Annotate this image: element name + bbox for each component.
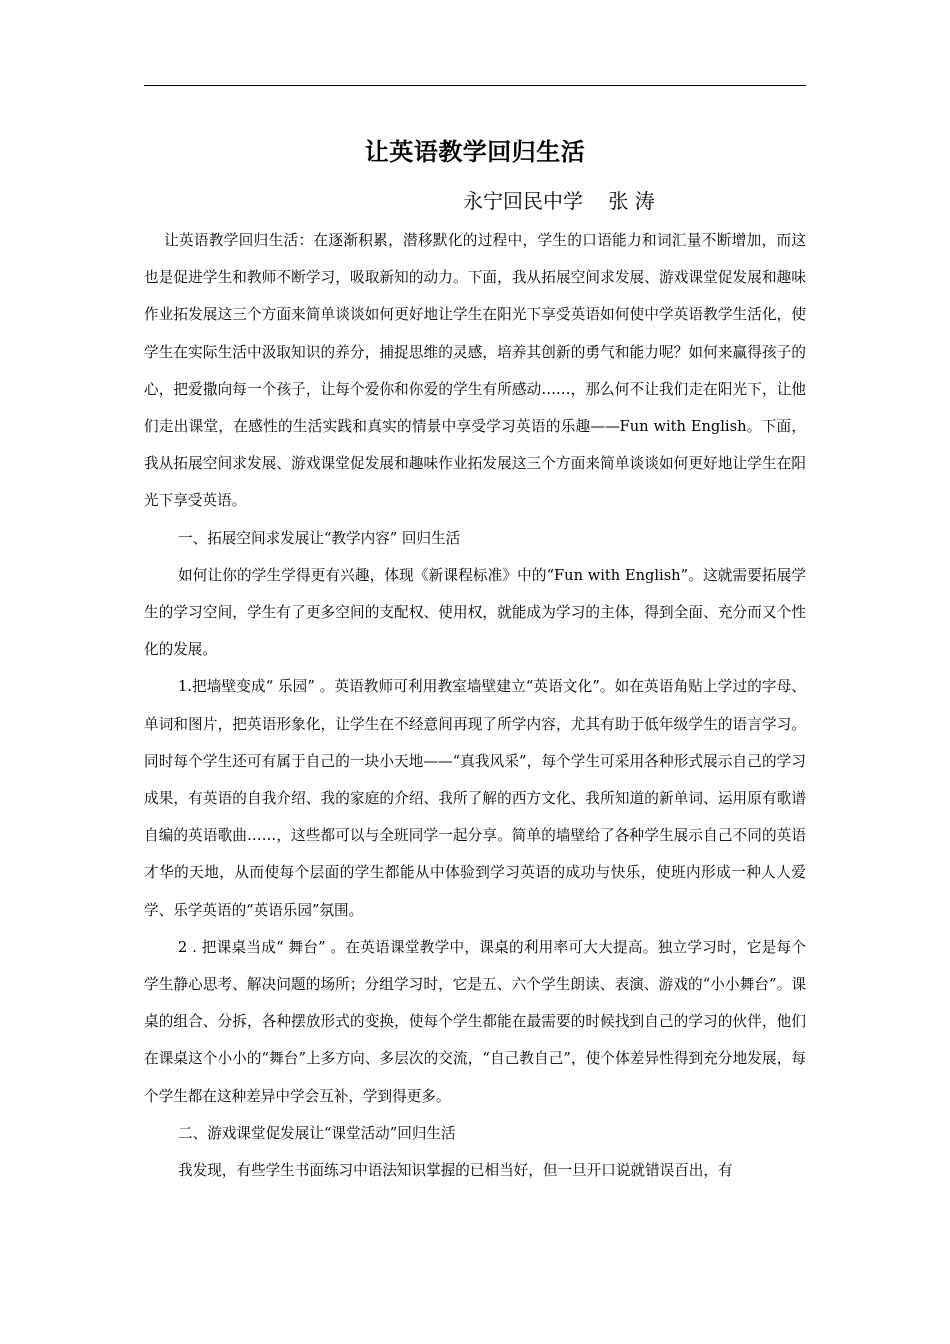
section-heading-1: 一、拓展空间求发展让“教学内容” 回归生活 [178, 529, 461, 547]
body-paragraph-wall: 1.把墙壁变成“ 乐园” 。英语教师可利用教室墙壁建立“英语文化”。如在英语角贴上学过的字母、单词和图片，把英语形象化，让学生在不经意间再现了所学内容，尤其有助于低年级学生的语言学习。同时每个学生还可有属于自己的一块小天地——“真我风采”，每个学生可采用各种形式展示自己的学习成果，有英语的自我介绍、我的家庭的介绍、我所了解的西方文化、我所知道的新单词、运用原有歌谱自编的英语歌曲……，这些都可以与全班同学一起分享。简单的墙壁给了各种学生展示自己不同的英语才华的天地，从而使每个层面的学生都能从中体验到学习英语的成功与快乐，使班内形成一种人人爱学、乐学英语的“英语乐园”氛围。 [144, 678, 806, 919]
body-paragraph: 如何让你的学生学得更有兴趣，体现《新课程标准》中的“Fun with English”。这就需要拓展学生的学习空间，学生有了更多空间的支配权、使用权，就能成为学习的主体，得到全面、充分而又个性化的发展。 [144, 566, 806, 659]
author-byline: 永宁回民中学 张 涛 [463, 189, 655, 213]
section-heading-2: 二、游戏课堂促发展让“课堂活动”回归生活 [178, 1124, 456, 1142]
body-paragraph-truncated: 我发现，有些学生书面练习中语法知识掌握的已相当好，但一旦开口说就错误百出，有 [178, 1162, 733, 1180]
body-paragraph-desk: 2 . 把课桌当成“ 舞台” 。在英语课堂教学中，课桌的利用率可大大提高。独立学习时，它是每个学生静心思考、解决问题的场所；分组学习时，它是五、六个学生朗读、表演、游戏的“小小舞台”。课桌的组合、分拆，各种摆放形式的变换，使每个学生都能在最需要的时候找到自己的学习的伙伴，他们在课桌这个小小的“舞台”上多方向、多层次的交流，“自己教自己”，使个体差异性得到充分地发展，每个学生都在这种差异中学会互补，学到得更多。 [144, 938, 806, 1105]
header-rule [144, 85, 806, 86]
document-body [144, 222, 806, 1189]
intro-paragraph: 让英语教学回归生活：在逐渐积累，潜移默化的过程中，学生的口语能力和词汇量不断增加，而这也是促进学生和教师不断学习，吸取新知的动力。下面，我从拓展空间求发展、游戏课堂促发展和趣味作业拓发展这三个方面来简单谈谈如何更好地让学生在阳光下享受英语如何使中学英语教学生活化，使学生在实际生活中汲取知识的养分，捕捉思维的灵感，培养其创新的勇气和能力呢？如何来赢得孩子的心，把爱撒向每一个孩子，让每个爱你和你爱的学生有所感动……，那么何不让我们走在阳光下，让他们走出课堂，在感性的生活实践和真实的情景中享受学习英语的乐趣——Fun with English。下面，我从拓展空间求发展、游戏课堂促发展和趣味作业拓发展这三个方面来简单谈谈如何更好地让学生在阳光下享受英语。 [144, 232, 806, 510]
document-title: 让英语教学回归生活 [364, 137, 586, 166]
